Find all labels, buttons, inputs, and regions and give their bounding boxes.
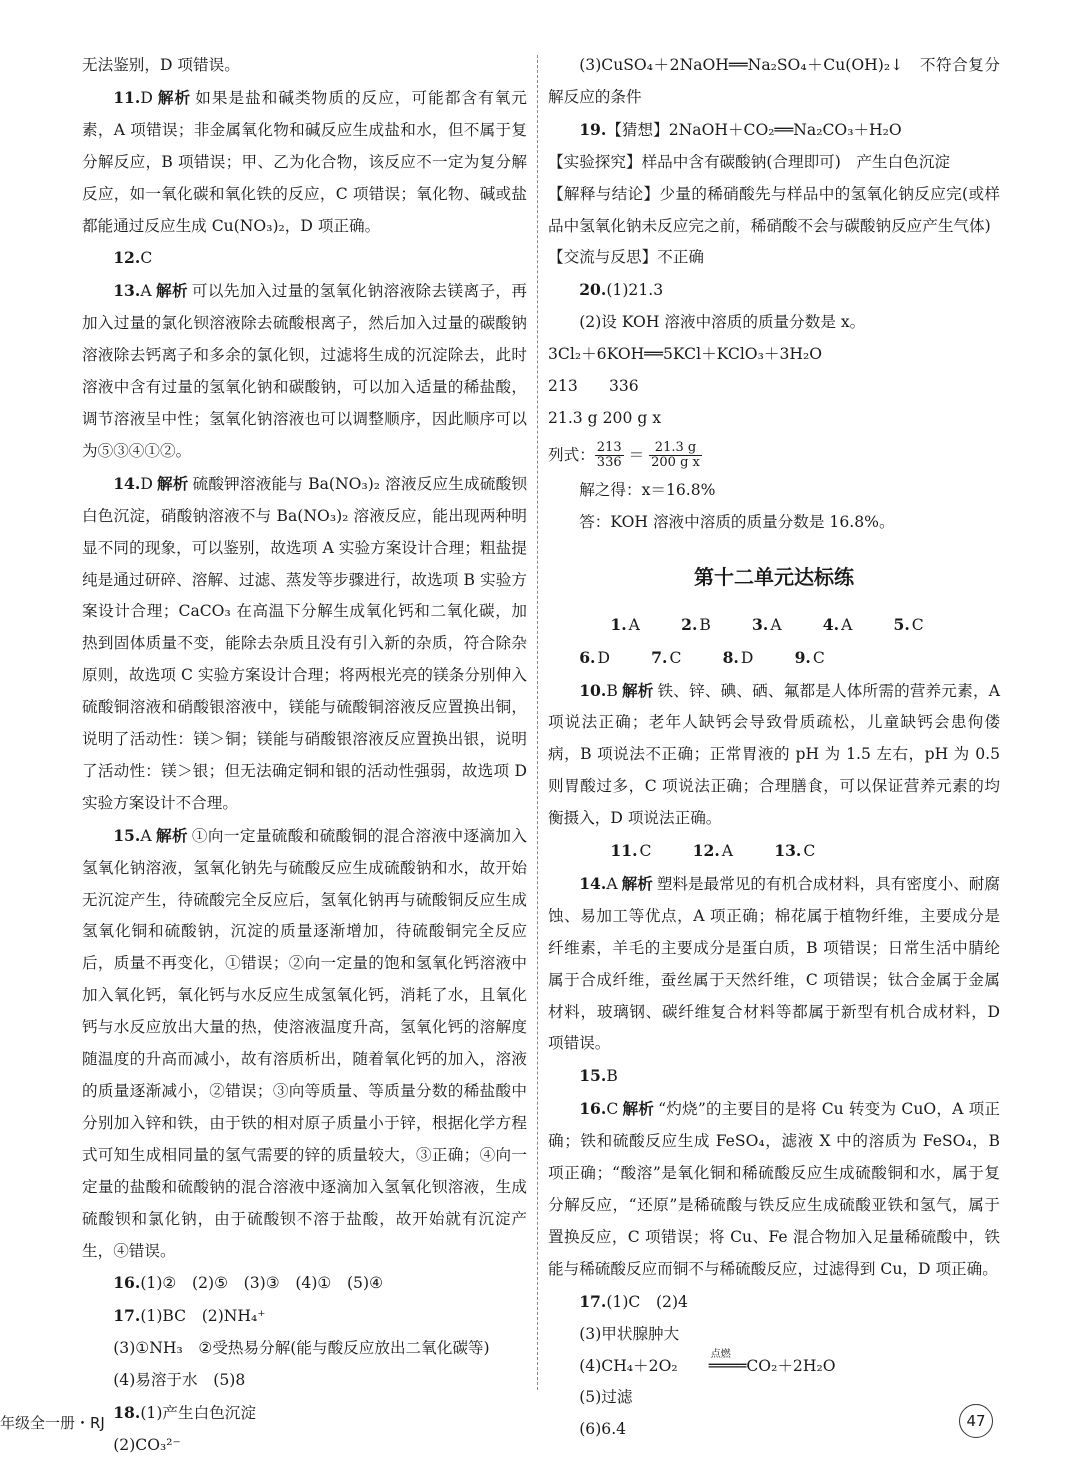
- q-num: 12.: [113, 248, 141, 268]
- section-title: 第十二单元达标练: [694, 564, 854, 589]
- q-num: 1.: [610, 614, 627, 634]
- quick-answer: [620, 642, 681, 675]
- line: 解之得：x＝16.8%: [579, 480, 716, 499]
- q-ans: A: [140, 282, 152, 301]
- line: (2)设 KOH 溶液中溶质的质量分数是 x。: [579, 313, 866, 332]
- q-ans: C: [606, 1100, 619, 1119]
- q-text: (1)21.3: [606, 281, 664, 300]
- q15: [82, 820, 527, 1268]
- q-text: 硫酸钾溶液能与 Ba(NO₃)₂ 溶液反应生成硫酸钡白色沉淀，硝酸钠溶液不与 Ba(NO₃)₂ 溶液反应，能出现两种明显不同的现象，可以鉴别，故选项 A 实验方案设计合理；粗盐提纯是通过研碎、溶解、过滤、蒸发等步骤进行，故选项 B 实验方案设计合理；CaCO₃ 在高温下分解生成氧化钙和二氧化碳，加热到固体质量不变，能除去杂质且没有引入新的杂质，符合除杂原则，故选项 C 实验方案设计合理；将两根光亮的镁条分别伸入硫酸铜溶液和硝酸银溶液中，镁能与硫酸铜溶液反应置换出铜，说明了活动性：镁＞铜；镁能与硝酸银溶液反应置换出银，说明了活动性：镁＞银；但无法确定铜和银的活动性强弱，故选项 D 实验方案设计不合理。: [82, 474, 527, 812]
- quick-answers-2: [548, 835, 1000, 868]
- fraction: [595, 441, 624, 471]
- line: 【交流与反思】不正确: [548, 248, 704, 267]
- q-num: 13.: [113, 281, 141, 301]
- q14: [548, 868, 1000, 1060]
- q-text: 如果是盐和碱类物质的反应，可能都含有氧元素，A 项错误；非金属氧化物和碱反应生成盐和水，但不属于复分解反应，B 项错误；甲、乙为化合物，该反应不一定为复分解反应，如一氧化碳和氧化铁的反应，C 项错误；氧化物、碱或盐都能通过反应生成 Cu(NO₃)₂，D 项正确。: [82, 88, 527, 235]
- analysis-tag: 解析: [621, 873, 653, 893]
- q-ans: C: [803, 842, 816, 861]
- quick-answer: [661, 835, 733, 868]
- q-num: 18.: [113, 1403, 141, 1423]
- q-ans: A: [721, 842, 734, 861]
- q-num: 3.: [752, 614, 769, 634]
- q-ans: C: [812, 648, 825, 667]
- q-text: 可以先加入过量的氢氧化钠溶液除去镁离子，再加入过量的氯化钡溶液除去硫酸根离子，然后加入过量的碳酸钠溶液除去钙离子和多余的氯化钡，过滤将生成的沉淀除去，此时溶液中含有过量的氢氧化钠和碳酸钠，可以加入适量的稀盐酸，调节溶液呈中性；氢氧化钠溶液也可以调整顺序，因此顺序可以为⑤③④①②。: [82, 282, 527, 460]
- q-ans: C: [669, 648, 682, 667]
- q-ans: B: [606, 1067, 618, 1086]
- line: 【解释与结论】少量的稀硝酸先与样品中的氢氧化钠反应完(或样品中氢氧化钠未反应完之前，稀硝酸不会与碳酸钠反应产生气体): [548, 184, 1000, 235]
- q-num: 19.: [579, 119, 607, 139]
- line: 21.3 g 200 g x: [548, 408, 662, 427]
- q-ans: A: [770, 615, 782, 634]
- equation: 3Cl₂＋6KOH══5KCl＋KClO₃＋3H₂O: [548, 345, 822, 364]
- q-ans: A: [140, 826, 152, 845]
- analysis-tag: 解析: [622, 1099, 655, 1119]
- line: 【实验探究】样品中含有碳酸钠(合理即可) 产生白色沉淀: [548, 152, 951, 171]
- line: (6)6.4: [579, 1420, 627, 1439]
- q-num: 6.: [579, 647, 596, 667]
- line: (5)过滤: [579, 1388, 633, 1407]
- q16: [548, 1093, 1000, 1285]
- q13: [82, 275, 527, 467]
- line: 无法鉴别，D 项错误。: [82, 56, 240, 74]
- quick-answer: [579, 609, 640, 642]
- q-ans: D: [140, 88, 153, 107]
- q-num: 5.: [893, 614, 910, 634]
- right-column: [548, 50, 1000, 1446]
- line: (3)①NH₃ ②受热易分解(能与酸反应放出二氧化碳等): [113, 1339, 490, 1358]
- q-ans: A: [606, 874, 618, 893]
- q-text: (1)产生白色沉淀: [140, 1404, 256, 1423]
- page-number: 47: [959, 1404, 993, 1438]
- analysis-tag: 解析: [155, 825, 188, 845]
- q-ans: D: [740, 648, 754, 667]
- q-num: 9.: [794, 647, 811, 667]
- label: 列式：: [548, 445, 595, 464]
- q-ans: C: [911, 615, 924, 634]
- line: 答：KOH 溶液中溶质的质量分数是 16.8%。: [579, 512, 895, 531]
- line: 213 336: [548, 377, 639, 396]
- q-num: 10.: [579, 680, 607, 700]
- q19: [548, 114, 1000, 147]
- q15: [548, 1060, 1000, 1093]
- analysis-tag: 解析: [621, 680, 654, 700]
- quick-answer: [763, 642, 824, 675]
- analysis-tag: 解析: [156, 87, 192, 107]
- q17: [82, 1300, 527, 1333]
- column-divider: [537, 55, 538, 1390]
- q14: [82, 468, 527, 820]
- analysis-tag: 解析: [156, 473, 189, 493]
- frac-bottom: 336: [596, 455, 622, 471]
- q-ans: D: [140, 474, 153, 493]
- q-num: 4.: [822, 614, 840, 634]
- quick-answer: [548, 642, 610, 675]
- q18-part3: (3)CuSO₄＋2NaOH══Na₂SO₄＋Cu(OH)₂↓ 不符合复分解反应的条件: [548, 56, 1000, 106]
- q-ans: C: [140, 249, 153, 268]
- q-text: (1)② (2)⑤ (3)③ (4)① (5)④: [140, 1274, 384, 1293]
- q-num: 16.: [113, 1273, 141, 1293]
- q-num: 7.: [651, 647, 668, 667]
- q-num: 17.: [579, 1291, 607, 1311]
- line: (2)CO₃²⁻: [113, 1435, 181, 1454]
- q-num: 13.: [774, 841, 802, 861]
- equals-with-condition: 点燃 ════: [678, 1351, 747, 1383]
- q20: [548, 274, 1000, 307]
- q18: [82, 1397, 527, 1430]
- analysis-tag: 解析: [155, 281, 188, 301]
- q-ans: B: [699, 615, 711, 634]
- q-num: 15.: [113, 825, 141, 845]
- q-num: 17.: [113, 1306, 141, 1326]
- q-text: 塑料是最常见的有机合成材料，具有密度小、耐腐蚀、易加工等优点，A 项正确；棉花属于植物纤维，主要成分是纤维素，羊毛的主要成分是蛋白质，B 项错误；日常生活中腈纶属于合成纤维，蚕丝属于天然纤维，C 项错误；钛合金属于金属材料，玻璃钢、碳纤维复合材料等都属于新型有机合成材料，D 项错误。: [548, 874, 1000, 1053]
- q-num: 8.: [722, 647, 739, 667]
- left-column: [82, 50, 527, 1462]
- q-num: 14.: [579, 873, 607, 893]
- q-ans: C: [639, 842, 652, 861]
- quick-answers: [548, 609, 1000, 675]
- q-ans: A: [841, 615, 853, 634]
- quick-answer: [862, 609, 923, 642]
- frac-bottom: 200 g x: [651, 455, 700, 471]
- q-num: 16.: [579, 1099, 607, 1119]
- q-num: 2.: [681, 614, 698, 634]
- quick-answer: [721, 609, 782, 642]
- q10: [548, 675, 1000, 836]
- q-num: 11.: [610, 841, 638, 861]
- quick-answer: [792, 609, 853, 642]
- quick-answer: [691, 642, 753, 675]
- q-text: ①向一定量硫酸和硫酸铜的混合溶液中逐滴加入氢氧化钠溶液，氢氧化钠先与硫酸反应生成硫酸钠和水，故开始无沉淀产生，待硫酸完全反应后，氢氧化钠再与硫酸铜反应生成氢氧化铜和硫酸钠，沉淀的质量逐渐增加，待硫酸铜完全反应后，质量不再变化，①错误；②向一定量的饱和氢氧化钙溶液中加入氧化钙，氧化钙与水反应生成氢氧化钙，消耗了水，且氧化钙与水反应放出大量的热，使溶液温度升高，氢氧化钙的溶解度随温度的升高而减小，故有溶质析出，随着氧化钙的加入，溶液的质量逐渐减小，②错误；③向等质量、等质量分数的稀盐酸中分别加入锌和铁，由于铁的相对原子质量小于锌，根据化学方程式可知生成相同量的氢气需要的锌的质量较大，③正确；④向一定量的盐酸和硫酸钠的混合溶液中逐滴加入氢氧化钡溶液，生成硫酸钡和氯化钠，由于硫酸钡不溶于盐酸，故开始就有沉淀产生，④错误。: [82, 826, 527, 1260]
- q16: [82, 1267, 527, 1300]
- q17: [548, 1286, 1000, 1319]
- frac-top: 21.3 g: [649, 441, 702, 456]
- q-ans: D: [597, 648, 610, 667]
- proportion: 列式： $\frac{213}{336}$ ＝ $\frac{21.3 g}{\text{200 g x}}$: [548, 440, 700, 471]
- q-num: 14.: [113, 473, 141, 493]
- equation-line: [548, 1348, 1000, 1383]
- q-text: (1)C (2)4: [606, 1292, 688, 1311]
- q-text: 铁、锌、碘、硒、氟都是人体所需的营养元素，A 项说法正确；老年人缺钙会导致骨质疏松，儿童缺钙会患佝偻病，B 项说法不正确；正常胃液的 pH 为 1.5 左右，pH 为 0.5 则胃酸过多，C 项说法正确；合理膳食，可以保证营养元素的均衡摄入，D 项说法正确。: [548, 681, 1000, 828]
- q-num: 20.: [579, 280, 607, 300]
- footer-label: 年级全一册・RJ: [0, 1414, 105, 1432]
- q-num: 12.: [692, 841, 720, 861]
- q-num: 15.: [579, 1066, 607, 1086]
- q11: [82, 82, 527, 243]
- quick-answer: [650, 609, 711, 642]
- q-text: “灼烧”的主要目的是将 Cu 转变为 CuO，A 项正确；铁和硫酸反应生成 FeSO₄，滤液 X 中的溶质为 FeSO₄，B 项正确；“酸溶”是氧化铜和稀硫酸反应生成硫酸铜和水，属于复分解反应，“还原”是稀硫酸与铁反应生成硫酸亚铁和氢气，属于置换反应，C 项错误；将 Cu、Fe 混合物加入足量稀硫酸中，铁能与稀硫酸反应而铜不与稀硫酸反应，过滤得到 Cu，D 项正确。: [548, 1100, 1000, 1278]
- q-text: (1)BC (2)NH₄⁺: [140, 1307, 266, 1326]
- q-ans: B: [606, 681, 618, 700]
- q12: [82, 242, 527, 275]
- frac-top: 213: [596, 440, 622, 456]
- quick-answer: [579, 835, 651, 868]
- condition: 点燃: [710, 1348, 731, 1360]
- q-num: 11.: [113, 87, 141, 107]
- fraction: [649, 441, 702, 471]
- quick-answer: [743, 835, 815, 868]
- q-ans: A: [628, 615, 640, 634]
- line: (3)甲状腺肿大: [579, 1324, 680, 1343]
- eq-right: CO₂＋2H₂O: [746, 1356, 836, 1375]
- line: (4)易溶于水 (5)8: [113, 1371, 246, 1390]
- q-text: 【猜想】2NaOH＋CO₂══Na₂CO₃＋H₂O: [606, 120, 902, 139]
- eq-left: (4)CH₄＋2O₂: [579, 1356, 678, 1375]
